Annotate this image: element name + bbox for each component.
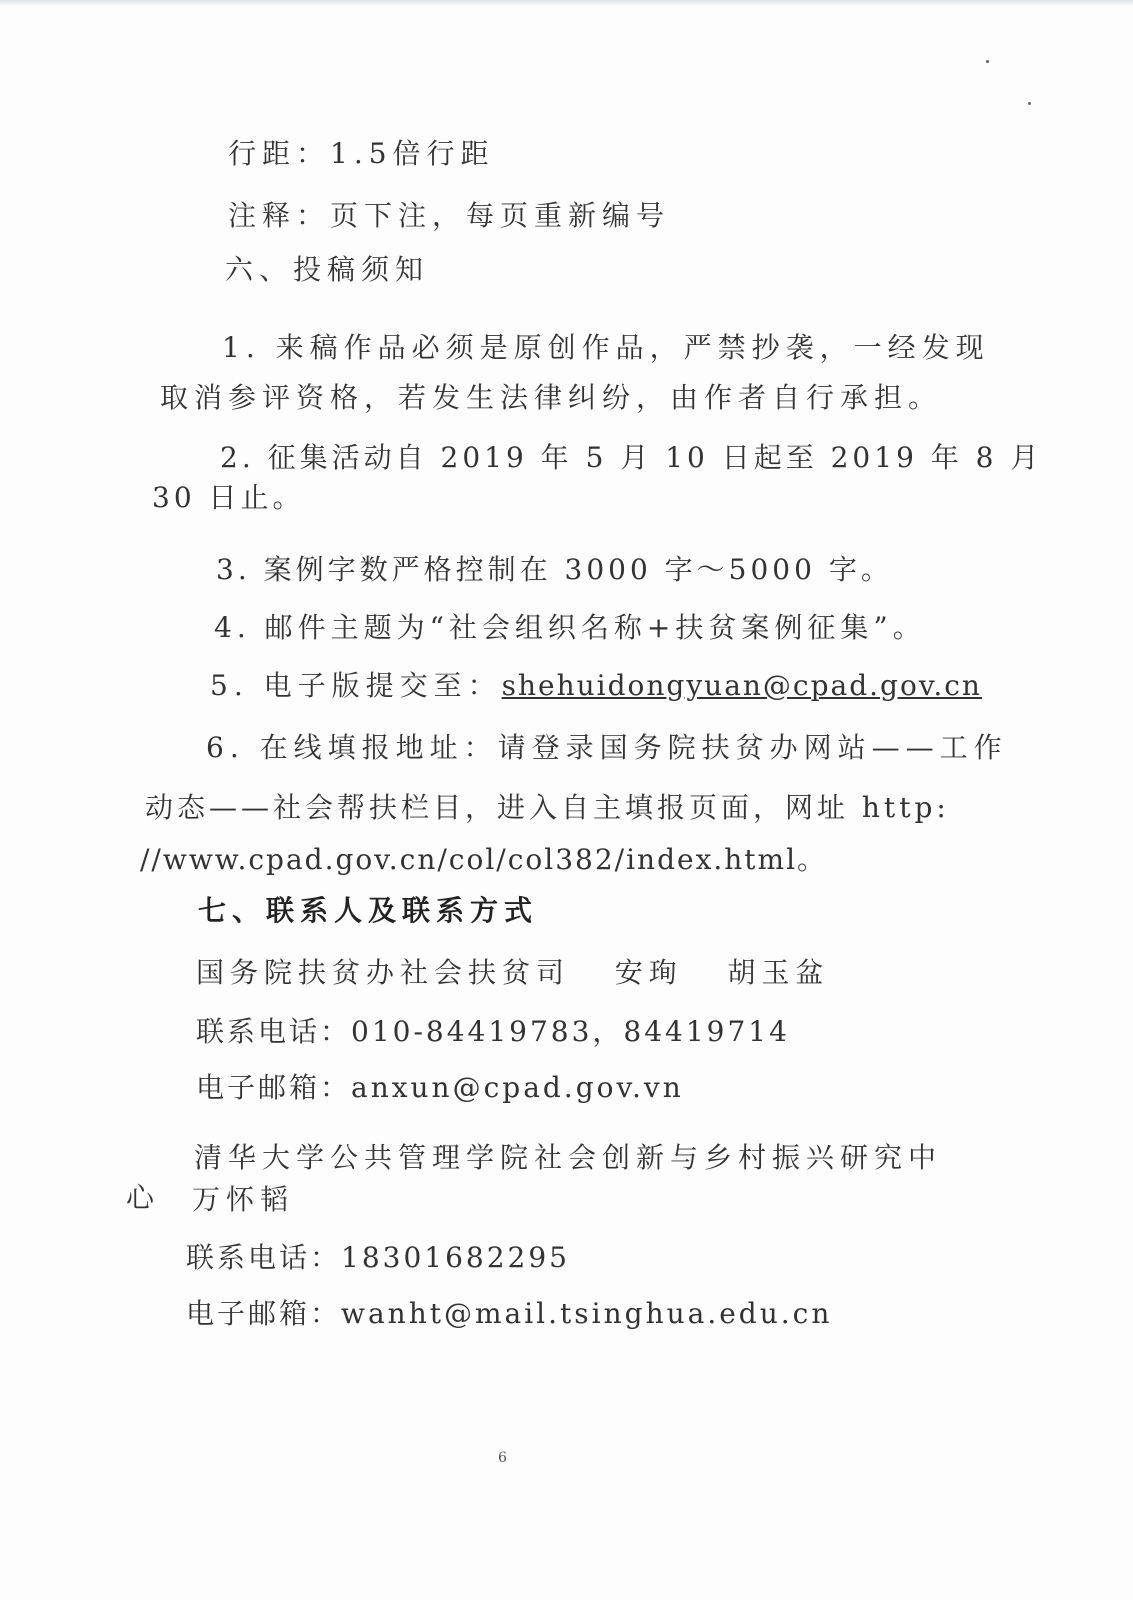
scan-speck [1028, 102, 1031, 105]
item2-line2: 30 日止。 [152, 481, 305, 514]
item6-line2: 动态——社会帮扶栏目，进入自主填报页面，网址 http: [145, 791, 950, 824]
section7-heading: 七、联系人及联系方式 [198, 894, 539, 927]
item4: 4. 邮件主题为“社会组织名称+扶贫案例征集”。 [214, 611, 926, 644]
scan-top-edge [0, 0, 1133, 6]
annotation-text: 注释：页下注，每页重新编号 [228, 199, 671, 232]
section6-heading: 六、投稿须知 [225, 253, 430, 286]
org2-line1: 清华大学公共管理学院社会创新与乡村振兴研究中 [194, 1141, 943, 1174]
item5 [210, 668, 982, 704]
page-number: 6 [498, 1450, 507, 1466]
item1-line1: 1. 来稿作品必须是原创作品，严禁抄袭，一经发现 [222, 331, 990, 364]
org2-email: 电子邮箱：wanht@mail.tsinghua.edu.cn [186, 1297, 833, 1330]
item6-url-line[interactable]: //www.cpad.gov.cn/col/col382/index.html。 [140, 843, 828, 876]
org2-line2-char: 心 [126, 1181, 161, 1214]
org2-phone: 联系电话：18301682295 [186, 1241, 570, 1274]
item3: 3. 案例字数严格控制在 3000 字～5000 字。 [216, 553, 893, 586]
org2-contact-name: 万怀韬 [192, 1183, 295, 1216]
org1-email: 电子邮箱：anxun@cpad.gov.vn [196, 1071, 684, 1104]
submission-email-link[interactable]: shehuidongyuan@cpad.gov.cn [501, 669, 982, 702]
item1-line2: 取消参评资格，若发生法律纠纷，由作者自行承担。 [160, 381, 943, 414]
org1-phone: 联系电话：010-84419783，84419714 [196, 1015, 790, 1048]
item6-line1: 6. 在线填报地址：请登录国务院扶贫办网站——工作 [206, 731, 1008, 764]
item2-line1: 2. 征集活动自 2019 年 5 月 10 日起至 2019 年 8 月 [220, 441, 1043, 474]
item5-label: 5. 电子版提交至： [210, 669, 502, 702]
org1-contacts: 国务院扶贫办社会扶贫司 安珣 胡玉盆 [196, 956, 830, 989]
line-spacing-text: 行距：1.5倍行距 [228, 137, 495, 170]
scan-speck [986, 60, 989, 63]
